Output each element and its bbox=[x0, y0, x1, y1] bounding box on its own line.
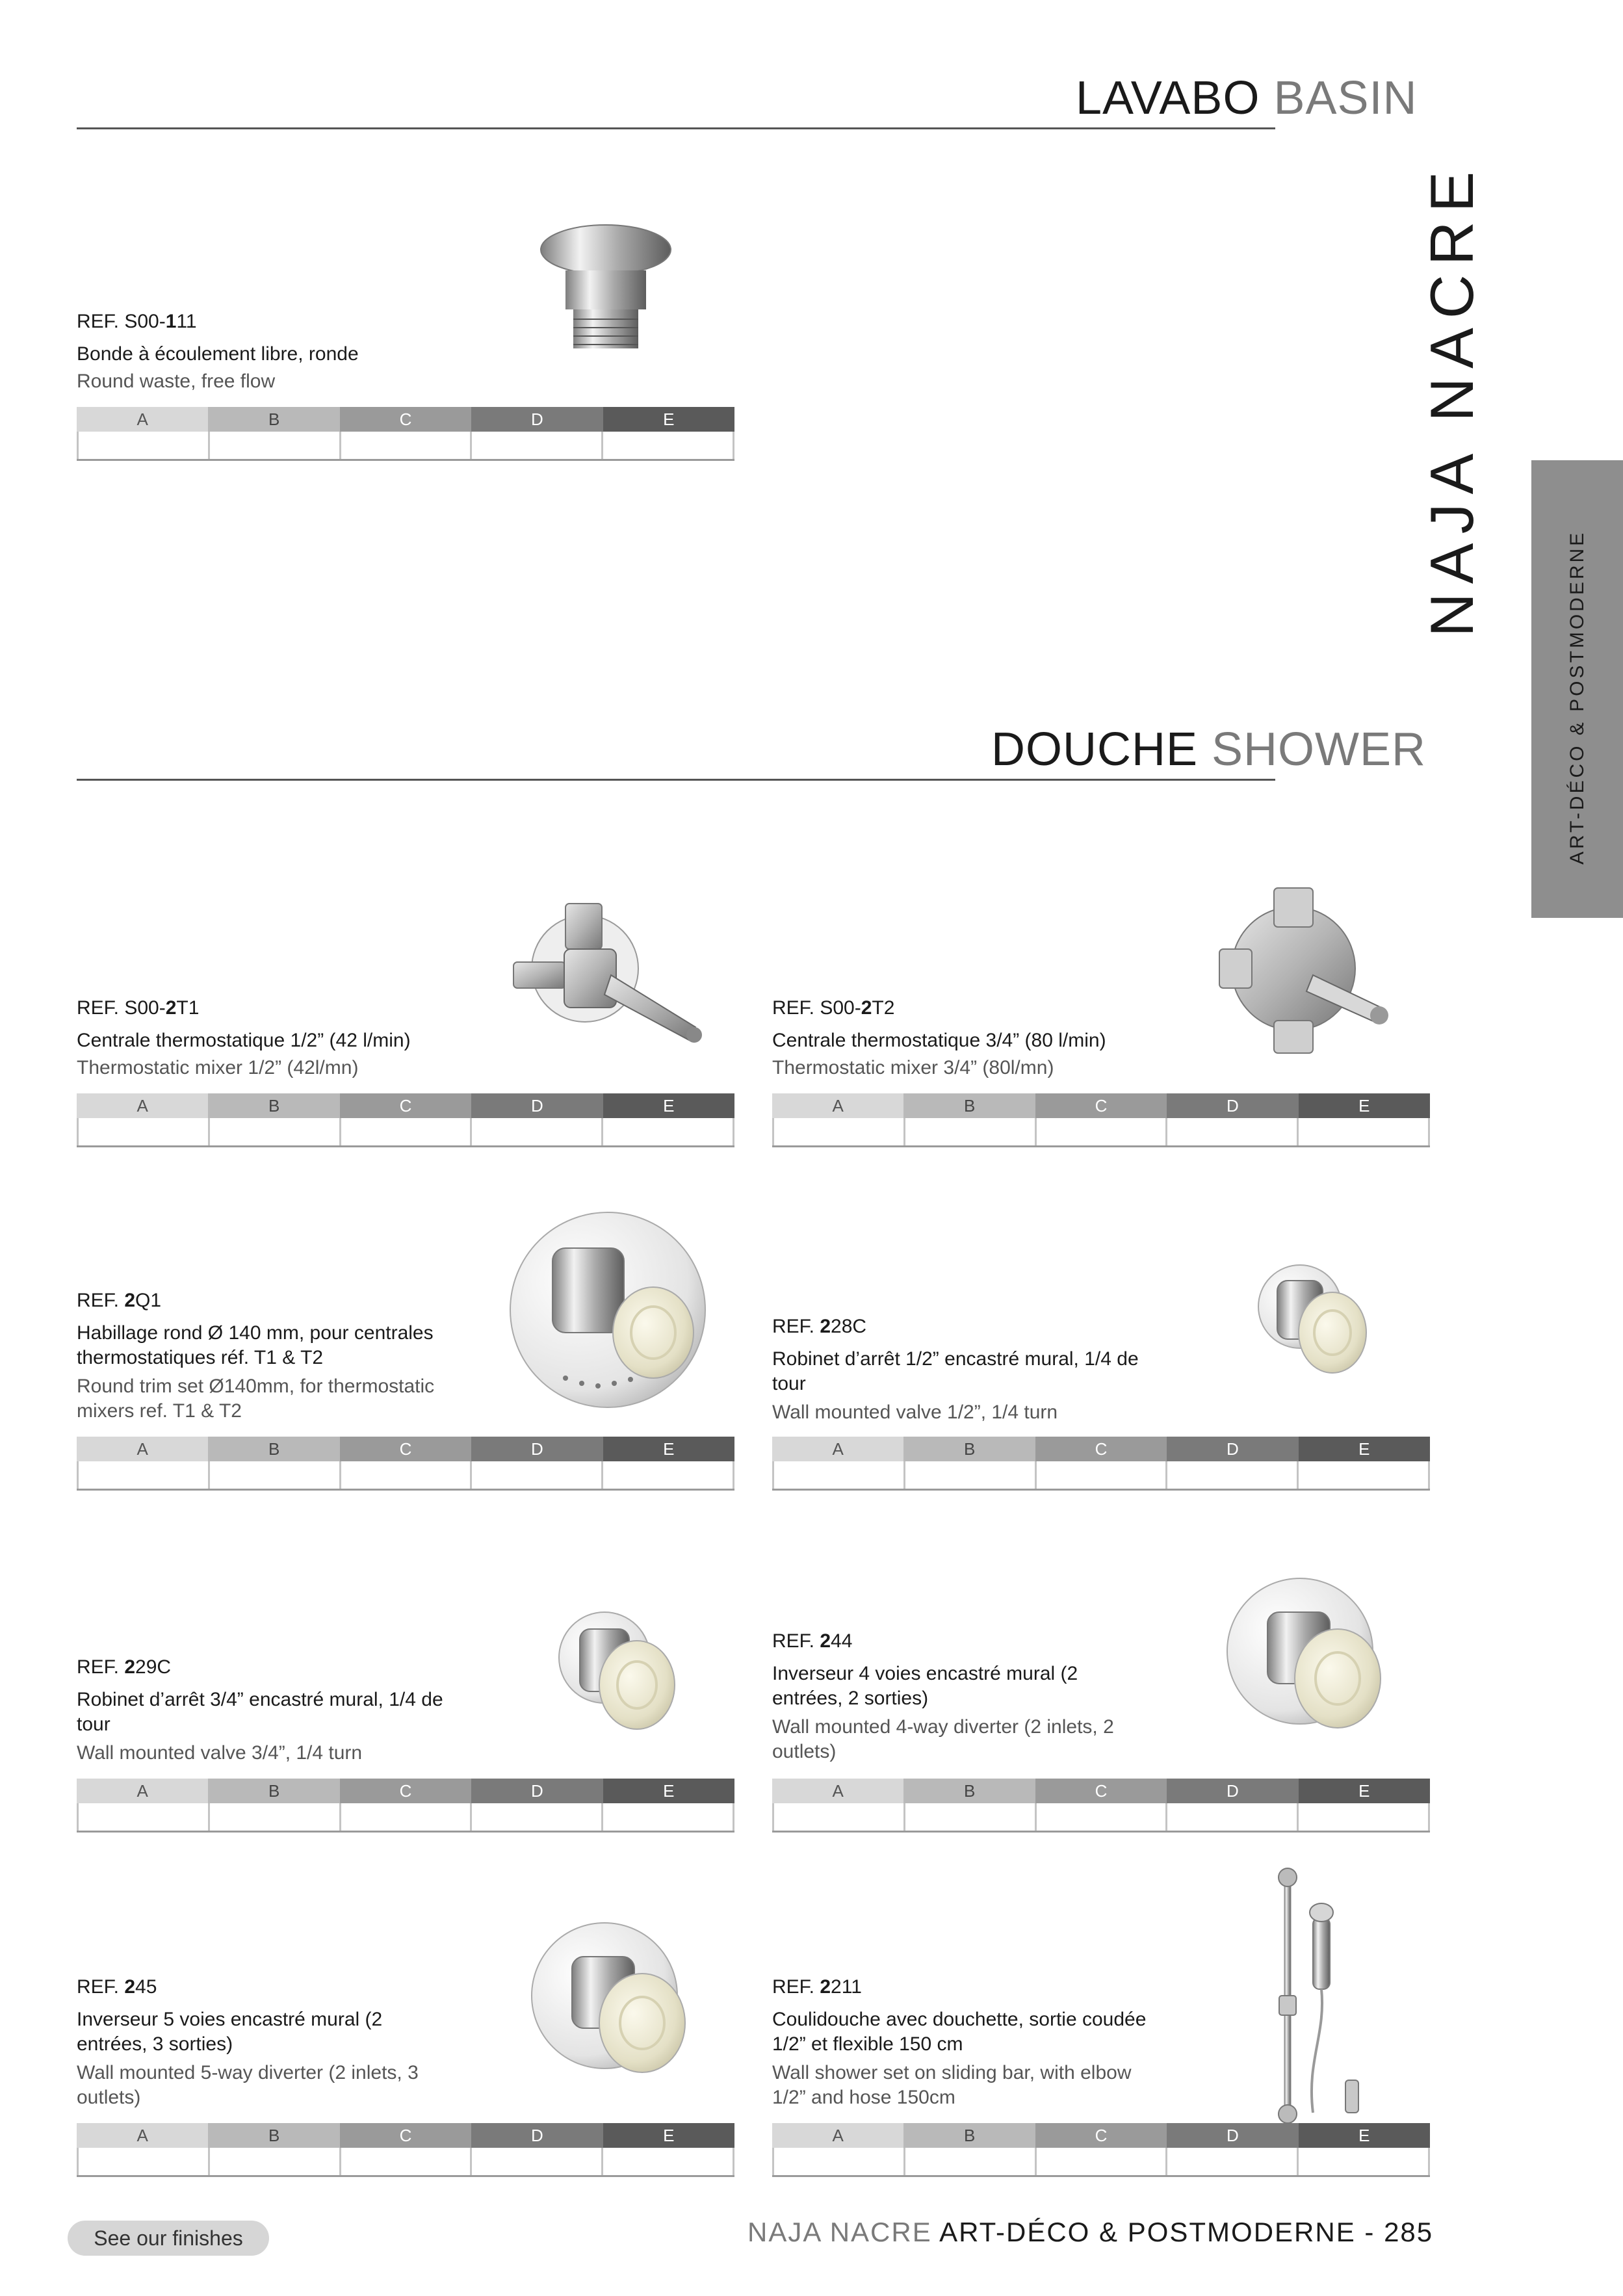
finish-col-b[interactable]: B bbox=[208, 407, 339, 432]
section-title-fr: DOUCHE bbox=[991, 724, 1199, 776]
finish-cell bbox=[1299, 1803, 1430, 1831]
wall-valve-half-image bbox=[1241, 1255, 1378, 1385]
round-waste-image bbox=[528, 218, 684, 355]
round-trim-set-image bbox=[500, 1203, 715, 1417]
finish-col-c[interactable]: C bbox=[340, 407, 471, 432]
finish-col-b[interactable]: B bbox=[903, 1437, 1035, 1461]
section-title-en: SHOWER bbox=[1212, 724, 1427, 776]
finish-col-a[interactable]: A bbox=[77, 407, 208, 432]
product-description-fr: Bonde à écoulement libre, ronde bbox=[77, 343, 359, 365]
section-title-shower bbox=[991, 723, 1426, 776]
finish-col-a[interactable]: A bbox=[772, 2123, 903, 2148]
finish-col-c[interactable]: C bbox=[1035, 1093, 1167, 1118]
finish-table bbox=[77, 1437, 734, 1491]
finish-col-a[interactable]: A bbox=[77, 1093, 208, 1118]
product-ref: REF. 228C bbox=[772, 1316, 867, 1337]
finish-cell bbox=[79, 432, 210, 459]
finish-cell bbox=[1299, 1461, 1430, 1489]
finish-table bbox=[772, 1093, 1430, 1147]
finish-col-a[interactable]: A bbox=[77, 1437, 208, 1461]
five-way-diverter-image bbox=[526, 1918, 695, 2087]
finish-col-d[interactable]: D bbox=[1167, 1093, 1298, 1118]
footer-collection: ART-DÉCO & POSTMODERNE bbox=[939, 2217, 1356, 2247]
product-ref: REF. 2Q1 bbox=[77, 1290, 162, 1311]
finish-cell bbox=[341, 1461, 473, 1489]
product-ref: REF. S00-2T1 bbox=[77, 997, 200, 1019]
four-way-diverter-image bbox=[1222, 1573, 1391, 1742]
product-description-en: Wall mounted valve 1/2”, 1/4 turn bbox=[772, 1402, 1058, 1423]
finish-col-b[interactable]: B bbox=[208, 2123, 339, 2148]
finish-col-a[interactable]: A bbox=[77, 2123, 208, 2148]
page-number: 285 bbox=[1384, 2217, 1434, 2247]
product-description-fr: Robinet d’arrêt 1/2” encastré mural, 1/4 de tour bbox=[772, 1348, 1139, 1394]
page-footer bbox=[747, 2217, 1433, 2248]
finish-col-d[interactable]: D bbox=[1167, 1437, 1298, 1461]
brand-vertical-title: NAJA NACRE bbox=[1418, 162, 1486, 637]
shower-set-sliding-bar-image bbox=[1261, 1866, 1371, 2126]
wall-valve-three-quarter-image bbox=[546, 1599, 689, 1742]
finish-col-b[interactable]: B bbox=[208, 1093, 339, 1118]
finish-col-d[interactable]: D bbox=[471, 1779, 603, 1803]
finish-cell bbox=[603, 1803, 734, 1831]
finish-col-c[interactable]: C bbox=[1035, 2123, 1167, 2148]
product-description-fr: Inverseur 5 voies encastré mural (2 entrées, 3 sorties) bbox=[77, 2009, 383, 2055]
product-description-fr: Robinet d’arrêt 3/4” encastré mural, 1/4 de tour bbox=[77, 1689, 443, 1735]
finish-col-e[interactable]: E bbox=[1299, 1437, 1430, 1461]
finish-table bbox=[77, 1093, 734, 1147]
finish-table bbox=[77, 1779, 734, 1833]
finish-cell bbox=[774, 1461, 905, 1489]
finish-table bbox=[77, 407, 734, 461]
section-title-basin bbox=[1076, 72, 1418, 125]
finish-col-b[interactable]: B bbox=[903, 1093, 1035, 1118]
finish-col-e[interactable]: E bbox=[1299, 1093, 1430, 1118]
finish-col-b[interactable]: B bbox=[903, 2123, 1035, 2148]
finish-col-e[interactable]: E bbox=[1299, 2123, 1430, 2148]
finish-cell bbox=[905, 1118, 1037, 1145]
finish-cell bbox=[905, 1461, 1037, 1489]
finish-cell bbox=[341, 1803, 473, 1831]
finish-cell bbox=[210, 1803, 341, 1831]
finish-cell bbox=[472, 1803, 603, 1831]
finish-cell bbox=[341, 1118, 473, 1145]
finish-table bbox=[772, 1779, 1430, 1833]
finish-cell bbox=[79, 1118, 210, 1145]
finish-table bbox=[77, 2123, 734, 2177]
section-title-en: BASIN bbox=[1273, 72, 1418, 124]
finish-col-e[interactable]: E bbox=[1299, 1779, 1430, 1803]
section-title-fr: LAVABO bbox=[1076, 72, 1260, 124]
finish-col-d[interactable]: D bbox=[471, 2123, 603, 2148]
finish-cell bbox=[774, 1118, 905, 1145]
product-description-en: Round waste, free flow bbox=[77, 371, 276, 392]
product-description-fr: Centrale thermostatique 3/4” (80 l/min) bbox=[772, 1030, 1106, 1051]
finish-col-a[interactable]: A bbox=[77, 1779, 208, 1803]
footer-separator: - bbox=[1355, 2217, 1384, 2247]
finish-table bbox=[772, 1437, 1430, 1491]
finish-col-e[interactable]: E bbox=[603, 1779, 734, 1803]
finish-cell bbox=[79, 1461, 210, 1489]
finish-col-d[interactable]: D bbox=[471, 1437, 603, 1461]
finish-col-c[interactable]: C bbox=[340, 1093, 471, 1118]
thermostatic-mixer-three-quarter-image bbox=[1209, 878, 1397, 1060]
finish-cell bbox=[472, 2148, 603, 2175]
finish-cell bbox=[341, 432, 473, 459]
product-description-en: Wall mounted 5-way diverter (2 inlets, 3 outlets) bbox=[77, 2062, 419, 2108]
finish-cell bbox=[210, 432, 341, 459]
finish-col-e[interactable]: E bbox=[603, 1437, 734, 1461]
finish-col-a[interactable]: A bbox=[772, 1437, 903, 1461]
finish-cell bbox=[1167, 1461, 1299, 1489]
product-description-fr: Habillage rond Ø 140 mm, pour centrales thermostatiques réf. T1 & T2 bbox=[77, 1322, 434, 1368]
finish-col-e[interactable]: E bbox=[603, 1093, 734, 1118]
finish-col-b[interactable]: B bbox=[903, 1779, 1035, 1803]
product-description-fr: Centrale thermostatique 1/2” (42 l/min) bbox=[77, 1030, 411, 1051]
finish-cell bbox=[79, 1803, 210, 1831]
section-divider bbox=[77, 779, 1275, 781]
finish-cell bbox=[1037, 1461, 1168, 1489]
product-ref: REF. 244 bbox=[772, 1630, 853, 1652]
finish-cell bbox=[603, 1118, 734, 1145]
finish-cell bbox=[1167, 1118, 1299, 1145]
finish-cell bbox=[1299, 1118, 1430, 1145]
finish-cell bbox=[472, 1461, 603, 1489]
finish-col-d[interactable]: D bbox=[471, 1093, 603, 1118]
finish-col-d[interactable]: D bbox=[471, 407, 603, 432]
finish-col-d[interactable]: D bbox=[1167, 2123, 1298, 2148]
finish-cell bbox=[210, 2148, 341, 2175]
finish-cell bbox=[1299, 2148, 1430, 2175]
finish-cell bbox=[1037, 1803, 1168, 1831]
finish-cell bbox=[210, 1118, 341, 1145]
finish-cell bbox=[341, 2148, 473, 2175]
finish-col-b[interactable]: B bbox=[208, 1437, 339, 1461]
product-ref: REF. 245 bbox=[77, 1976, 157, 1998]
product-ref: REF. 229C bbox=[77, 1656, 172, 1678]
finish-cell bbox=[774, 1803, 905, 1831]
finish-col-e[interactable]: E bbox=[603, 407, 734, 432]
product-description-fr: Coulidouche avec douchette, sortie coudée 1/2” et flexible 150 cm bbox=[772, 2009, 1147, 2055]
product-description-en: Round trim set Ø140mm, for thermostatic mixers ref. T1 & T2 bbox=[77, 1376, 435, 1422]
section-divider bbox=[77, 127, 1275, 129]
finish-cell bbox=[1037, 1118, 1168, 1145]
finish-cell bbox=[210, 1461, 341, 1489]
product-description-en: Wall shower set on sliding bar, with elbow 1/2” and hose 150cm bbox=[772, 2062, 1132, 2108]
finish-col-e[interactable]: E bbox=[603, 2123, 734, 2148]
product-description-en: Thermostatic mixer 3/4” (80l/mn) bbox=[772, 1057, 1054, 1078]
see-finishes-button[interactable]: See our finishes bbox=[68, 2221, 269, 2256]
finish-col-b[interactable]: B bbox=[208, 1779, 339, 1803]
finish-col-c[interactable]: C bbox=[340, 2123, 471, 2148]
finish-table bbox=[772, 2123, 1430, 2177]
finish-col-c[interactable]: C bbox=[340, 1437, 471, 1461]
product-ref: REF. 2211 bbox=[772, 1976, 862, 1998]
finish-cell bbox=[905, 1803, 1037, 1831]
finish-cell bbox=[472, 1118, 603, 1145]
finish-col-c[interactable]: C bbox=[1035, 1437, 1167, 1461]
finish-col-a[interactable]: A bbox=[772, 1779, 903, 1803]
product-description-en: Thermostatic mixer 1/2” (42l/mn) bbox=[77, 1057, 359, 1078]
footer-brand: NAJA NACRE bbox=[747, 2217, 932, 2247]
product-ref: REF. S00-111 bbox=[77, 311, 197, 332]
product-ref: REF. S00-2T2 bbox=[772, 997, 895, 1019]
product-description-en: Wall mounted valve 3/4”, 1/4 turn bbox=[77, 1742, 363, 1764]
finish-cell bbox=[774, 2148, 905, 2175]
finish-col-d[interactable]: D bbox=[1167, 1779, 1298, 1803]
finish-cell bbox=[1167, 1803, 1299, 1831]
finish-cell bbox=[905, 2148, 1037, 2175]
finish-cell bbox=[603, 1461, 734, 1489]
finish-cell bbox=[1037, 2148, 1168, 2175]
finish-col-c[interactable]: C bbox=[1035, 1779, 1167, 1803]
product-description-en: Wall mounted 4-way diverter (2 inlets, 2 outlets) bbox=[772, 1716, 1114, 1762]
finish-col-c[interactable]: C bbox=[340, 1779, 471, 1803]
finish-cell bbox=[1167, 2148, 1299, 2175]
thermostatic-mixer-half-image bbox=[500, 897, 715, 1060]
finish-col-a[interactable]: A bbox=[772, 1093, 903, 1118]
product-description-fr: Inverseur 4 voies encastré mural (2 entrées, 2 sorties) bbox=[772, 1663, 1078, 1709]
finish-cell bbox=[79, 2148, 210, 2175]
collection-side-tab-label: ART-DÉCO & POSTMODERNE bbox=[1566, 530, 1588, 865]
finish-cell bbox=[603, 432, 734, 459]
finish-cell bbox=[603, 2148, 734, 2175]
finish-cell bbox=[472, 432, 603, 459]
